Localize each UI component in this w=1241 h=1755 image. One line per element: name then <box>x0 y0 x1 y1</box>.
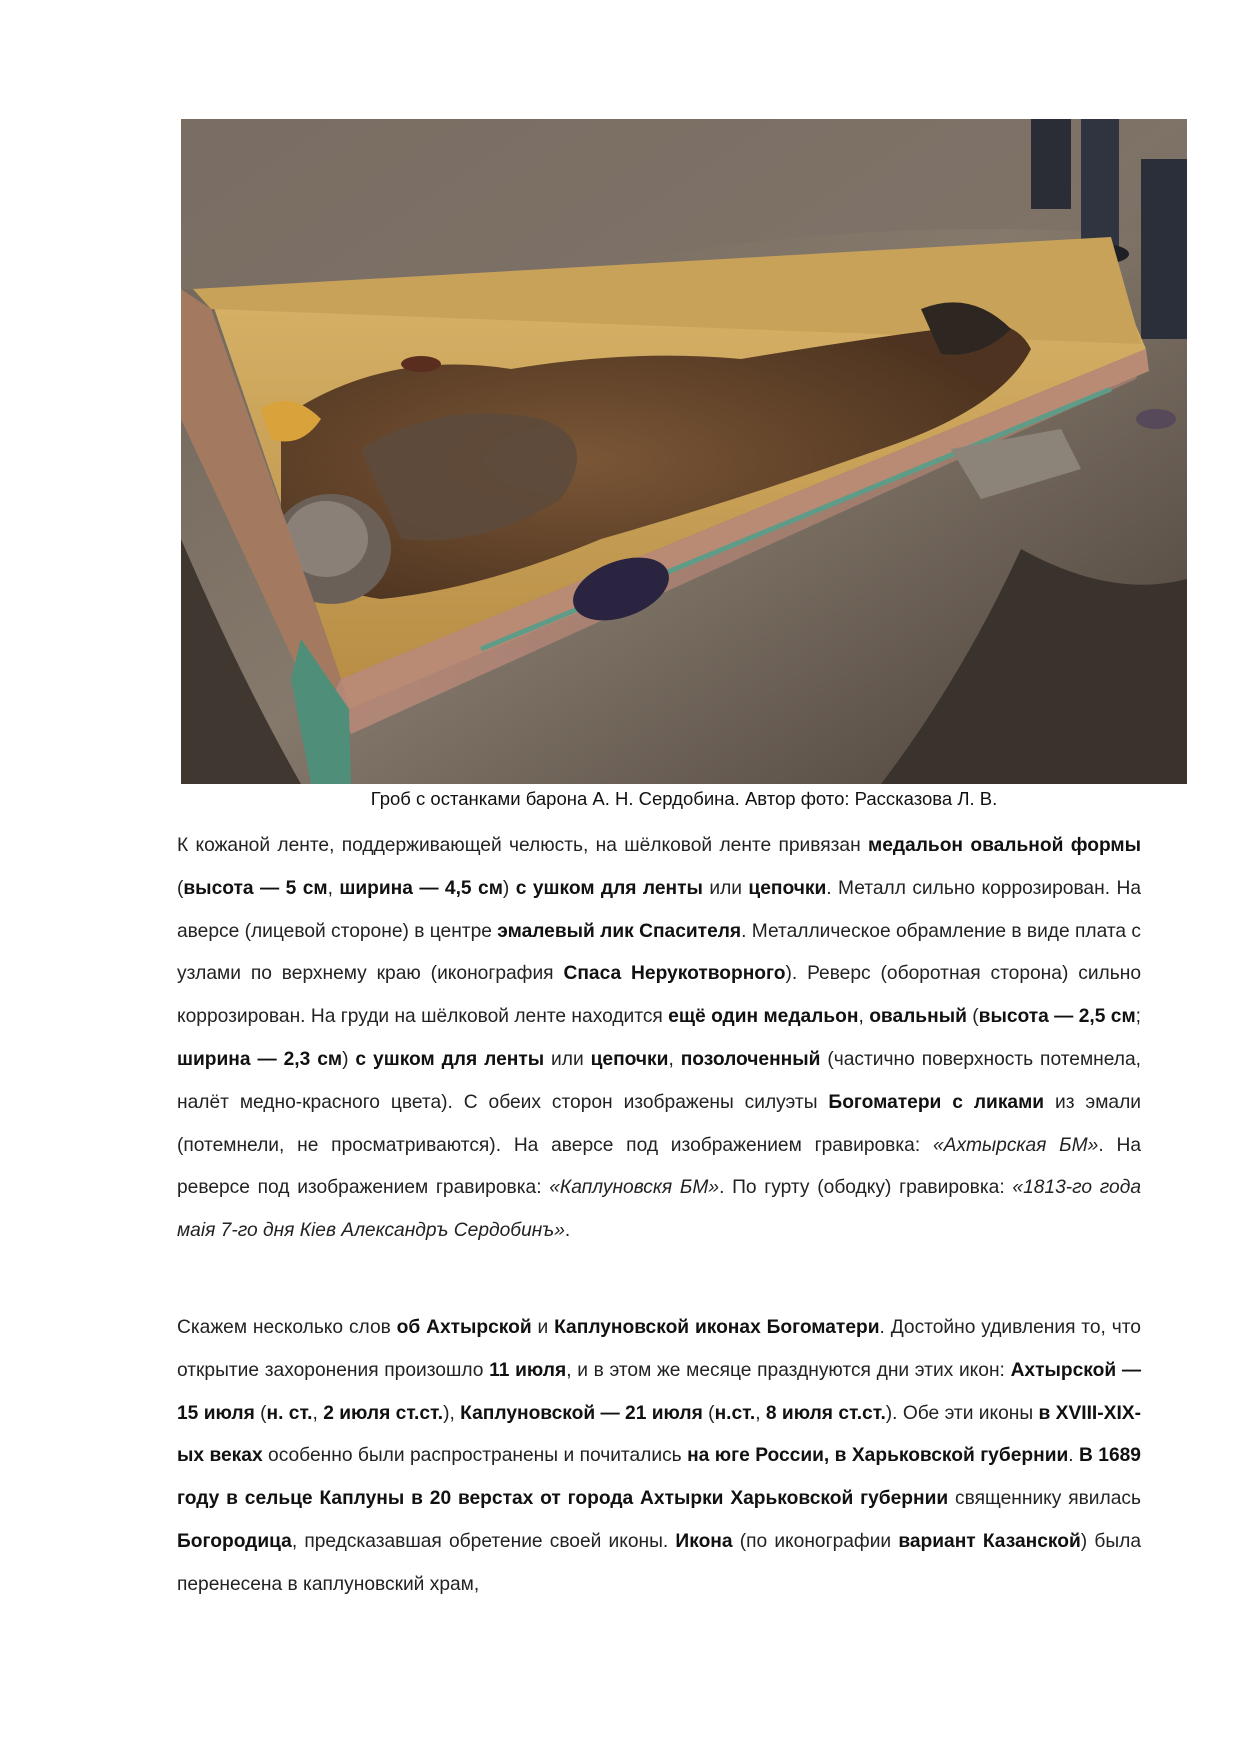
text-run: , <box>312 1402 324 1424</box>
text-run: , предсказавшая обретение своей иконы. <box>291 1530 676 1552</box>
text-run: (частично поверхность потемнела, налёт медно-красного цвета). С обеих сторон изображены силуэты <box>177 1048 1141 1113</box>
text-run: об Ахтырской <box>396 1317 532 1338</box>
text-run: Ахтырской — 15 июля <box>177 1359 1142 1424</box>
text-run: , и в этом же месяце празднуются дни этих икон: <box>566 1359 1011 1381</box>
body-paragraph-1 <box>177 825 1141 1253</box>
text-run: , <box>327 877 340 899</box>
text-run: позолоченный <box>680 1048 821 1070</box>
text-run: эмалевый лик Спасителя <box>497 920 742 942</box>
text-run: цепочки <box>748 877 827 899</box>
text-run: «Каплуновскя БМ» <box>549 1177 720 1199</box>
text-run: в XVIII-XIX-ых веках <box>177 1402 1141 1467</box>
text-run: Каплуновской иконах Богоматери <box>554 1317 880 1338</box>
text-run: (по иконографии <box>732 1530 899 1552</box>
text-run: ) была перенесена в каплуновский храм, <box>177 1530 1141 1595</box>
text-run: ещё один медальон <box>668 1006 859 1028</box>
text-run: ( <box>702 1402 715 1424</box>
text-run: , <box>858 1006 870 1028</box>
text-run: цепочки <box>590 1048 669 1070</box>
text-run: . На реверсе под изображением гравировка: <box>177 1134 1141 1199</box>
text-run: особенно были распространены и почитались <box>262 1445 688 1467</box>
body-paragraph-2 <box>177 1307 1141 1607</box>
text-run: священнику явилась <box>948 1488 1141 1510</box>
text-run: овальный <box>869 1006 967 1028</box>
text-run: Икона <box>675 1530 733 1552</box>
text-run: вариант Казанской <box>898 1530 1081 1552</box>
text-run: 11 июля <box>489 1359 567 1381</box>
text-run: . По гурту (ободку) гравировка: <box>719 1177 1013 1199</box>
text-run: В 1689 году в сельце Каплуны в 20 верстах от города Ахтырки Харьковской губернии <box>177 1445 1141 1510</box>
text-run: «Ахтырская БМ» <box>932 1134 1099 1156</box>
text-run: Богоматери с ликами <box>828 1091 1045 1113</box>
text-run: высота — 5 см <box>183 877 328 899</box>
text-run: ) <box>342 1048 356 1070</box>
text-run: 8 июля ст.ст. <box>765 1402 886 1424</box>
text-run: ( <box>177 877 184 899</box>
text-run: , <box>668 1048 681 1070</box>
text-run: ), <box>443 1402 461 1424</box>
text-run: Каплуновской — 21 июля <box>460 1402 703 1424</box>
text-run: с ушком для ленты <box>355 1048 545 1070</box>
text-run: ширина — 4,5 см <box>339 877 503 899</box>
text-run: , <box>755 1402 766 1424</box>
text-run: на юге России, в Харьковской губернии <box>687 1445 1069 1467</box>
text-run: из эмали (потемнели, не просматриваются). На аверсе под изображением гравировка: <box>177 1091 1142 1156</box>
text-run: ). Реверс (оборотная сторона) сильно коррозирован. На груди на шёлковой ленте находится <box>177 963 1141 1028</box>
paragraph-medallions <box>177 825 1141 1253</box>
text-run: с ушком для ленты <box>515 877 703 899</box>
text-run: или <box>702 877 749 899</box>
text-run: Спаса Нерукотворного <box>563 963 786 985</box>
text-run: . <box>1068 1445 1080 1467</box>
text-run: ). Обе эти иконы <box>885 1402 1039 1424</box>
text-run: н. ст. <box>266 1402 313 1424</box>
text-run: высота — 2,5 см <box>978 1006 1136 1028</box>
paragraph-icons <box>177 1307 1141 1607</box>
text-run: . Металл сильно коррозирован. На аверсе (лицевой стороне) в центре <box>177 877 1141 942</box>
text-run: ( <box>966 1006 979 1028</box>
text-run: и <box>531 1317 555 1338</box>
text-run: ) <box>502 877 516 899</box>
text-run: ; <box>1135 1006 1141 1028</box>
text-run: ( <box>254 1402 267 1424</box>
text-run: . Металлическое обрамление в виде плата с узлами по верхнему краю (иконография <box>177 920 1142 985</box>
text-run: 2 июля ст.ст. <box>323 1402 444 1424</box>
text-run: н.ст. <box>714 1402 756 1424</box>
text-run: . Достойно удивления то, что открытие захоронения произошло <box>177 1317 1141 1381</box>
photo-caption: Гроб с останками барона А. Н. Сердобина. Автор фото: Рассказова Л. В. <box>370 788 998 809</box>
text-run: Скажем несколько слов <box>177 1317 397 1338</box>
text-run: . <box>564 1220 571 1242</box>
coffin-remains-photo-icon <box>181 119 1187 784</box>
text-run: или <box>544 1048 591 1070</box>
text-run: «1813-го года маія 7-го дня Кіев Александръ Сердобинъ» <box>177 1177 1141 1242</box>
text-run: ширина — 2,3 см <box>177 1048 343 1070</box>
text-run: К кожаной ленте, поддерживающей челюсть, на шёлковой ленте привязан <box>177 835 869 856</box>
text-run: Богородица <box>177 1530 292 1552</box>
text-run: медальон овальной формы <box>868 835 1141 856</box>
coffin-photo <box>181 119 1187 784</box>
